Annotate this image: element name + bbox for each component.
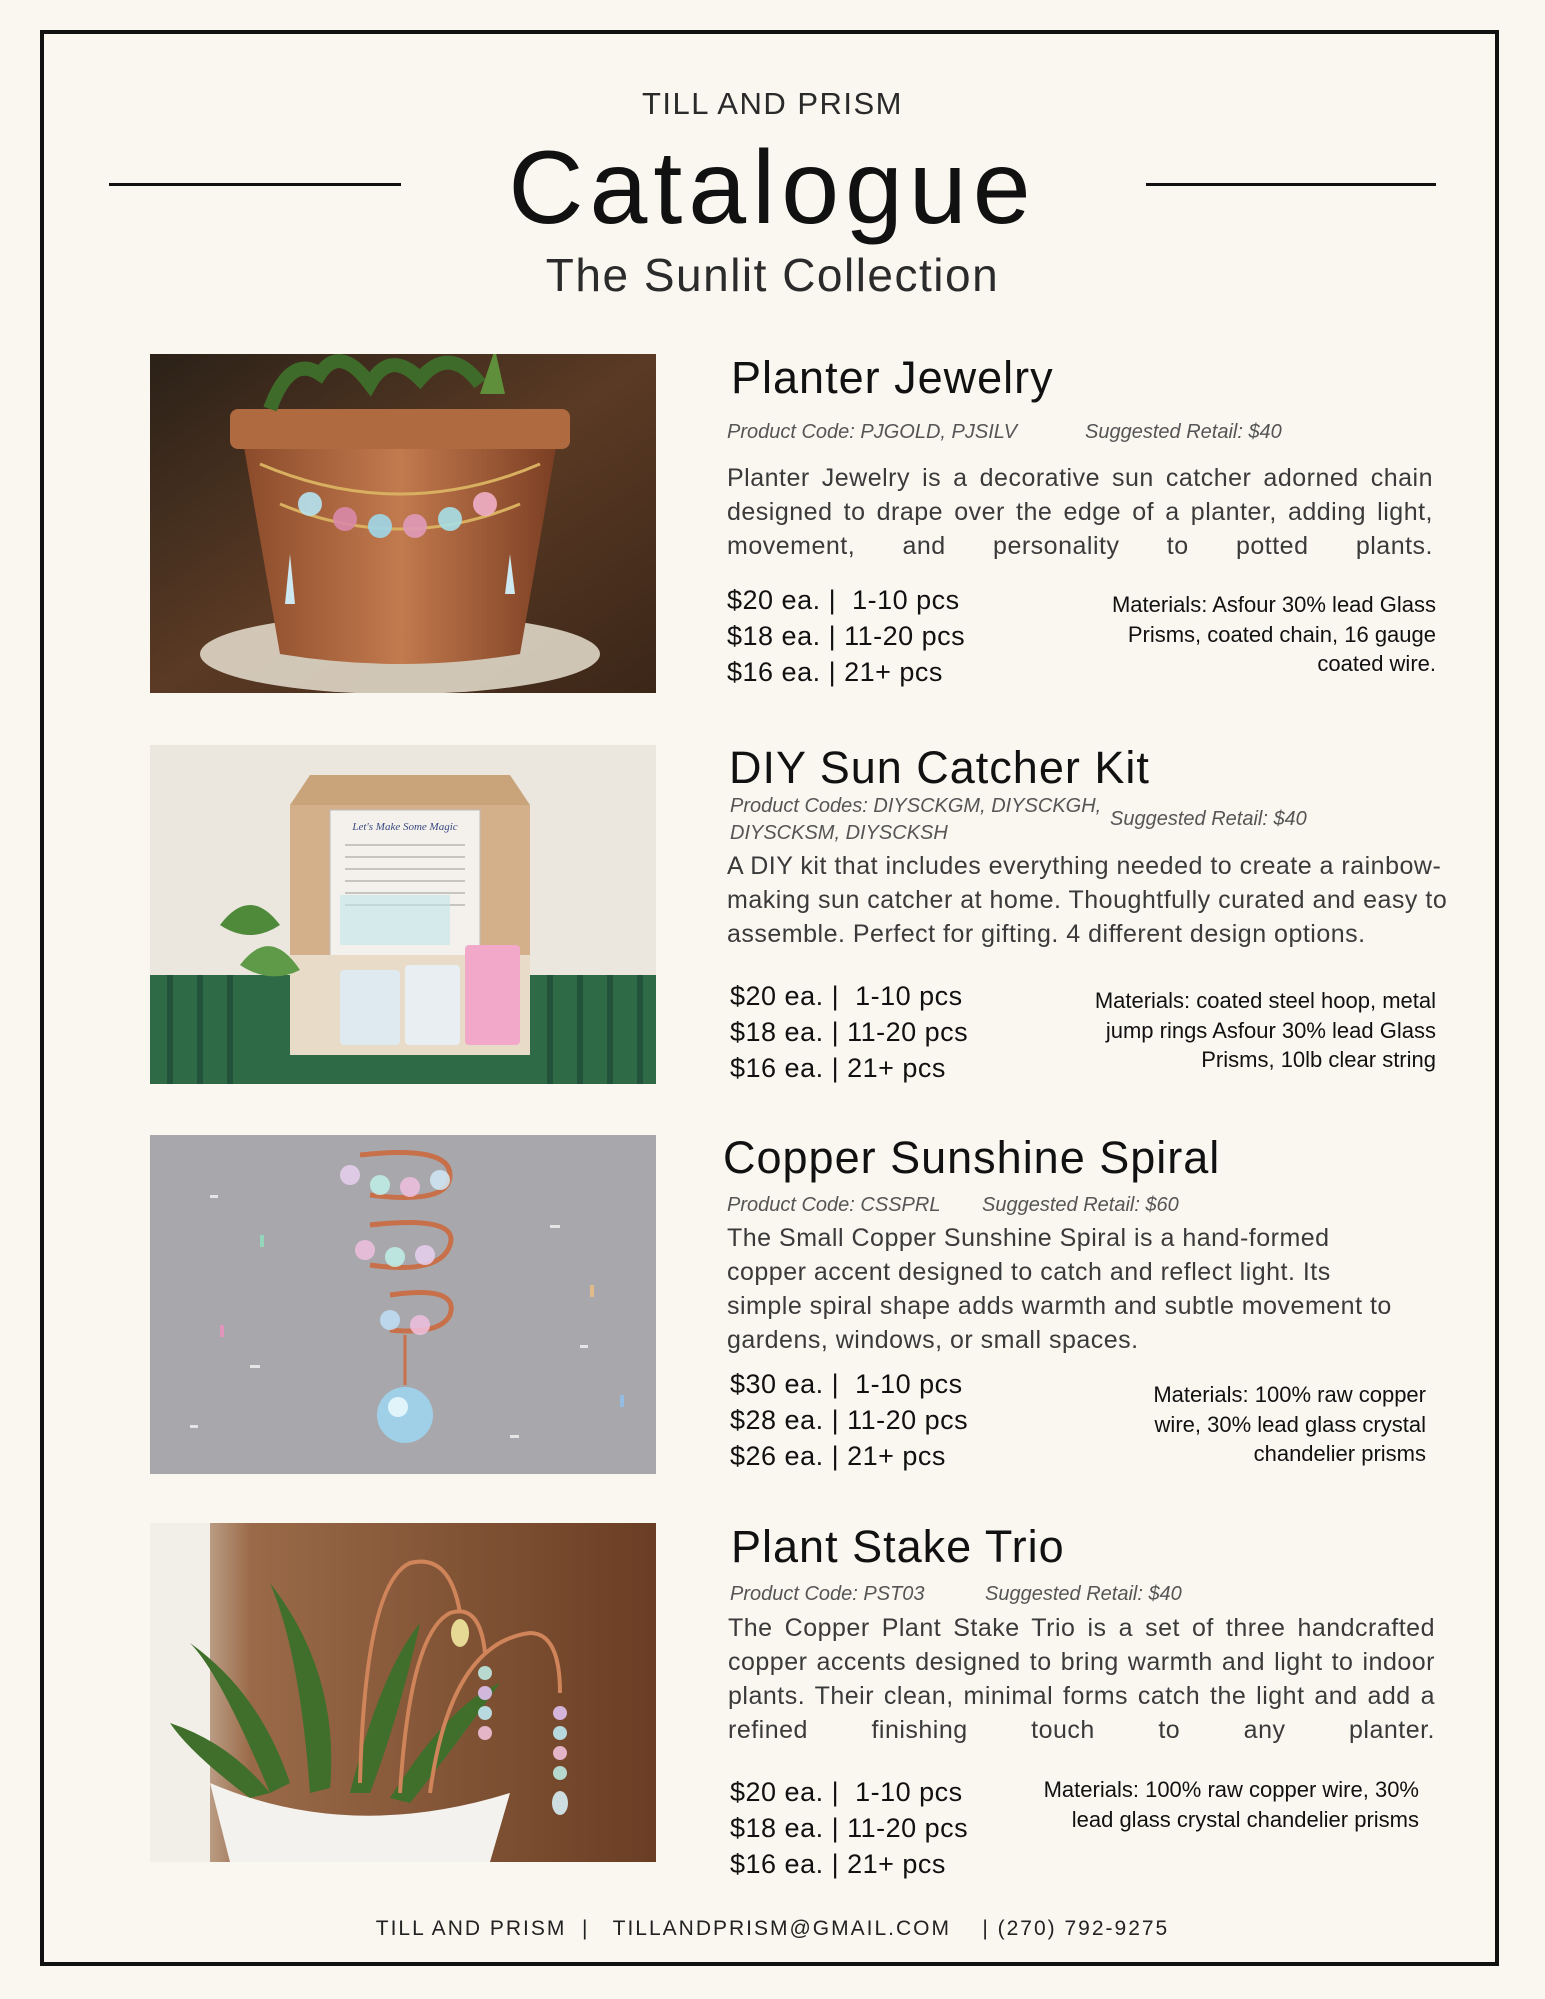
product-name: Copper Sunshine Spiral [723,1132,1221,1183]
footer-brand: TILL AND PRISM [375,1917,567,1940]
product-name: DIY Sun Catcher Kit [729,742,1150,793]
product-description: The Copper Plant Stake Trio is a set of three handcrafted copper accents designed to bring warmth and light to indoor plants. Their clean, minimal forms catch the light and add a refined finishing touch to any planter. [728,1614,1435,1744]
product-description: The Small Copper Sunshine Spiral is a hand-formed copper accent designed to catch and reflect light. Its simple spiral shape adds warmth and subtle movement to gardens, windows, or small spaces. [727,1224,1392,1354]
diy-kit-photo [150,745,656,1084]
materials: Materials: Asfour 30% lead Glass Prisms, coated chain, 16 gauge coated wire. [1111,592,1436,676]
page-title: Catalogue [508,130,1037,246]
price-tier: $18 ea. | 11-20 pcs [727,621,966,651]
kit-card-title: Let's Make Some Magic [352,821,458,833]
suggested-retail: Suggested Retail: $40 [1085,421,1282,443]
title-rule-right [1146,183,1436,186]
materials: Materials: 100% raw copper wire, 30% lead glass crystal chandelier prisms [1043,1777,1419,1832]
collection-subtitle: The Sunlit Collection [545,249,1000,301]
copper-spiral-photo [150,1135,656,1474]
product-code: Product Code: PJGOLD, PJSILV [727,421,1018,443]
product-code: Product Code: CSSPRL [727,1194,941,1216]
price-tier: $20 ea. | 1-10 pcs [730,981,963,1011]
price-tiers [730,1774,968,1882]
suggested-retail: Suggested Retail: $60 [982,1194,1179,1216]
price-tier: $16 ea. | 21+ pcs [727,657,943,687]
price-tier: $20 ea. | 1-10 pcs [730,1777,963,1807]
product-code: Product Codes: DIYSCKGM, DIYSCKGH, DIYSCKSM, DIYSCKSH [730,795,1102,844]
product-description: A DIY kit that includes everything needed to create a rainbow-making sun catcher at home. Thoughtfully curated and easy to assemble. Perfect for gifting. 4 different design options. [727,852,1448,948]
materials: Materials: coated steel hoop, metal jump rings Asfour 30% lead Glass Prisms, 10lb clear string [1094,988,1436,1072]
product-description: Planter Jewelry is a decorative sun catcher adorned chain designed to drape over the edge of a planter, adding light, movement, and personality to potted plants. [727,464,1433,560]
footer: TILL AND PRISM | TILLANDPRISM@GMAIL.COM | (270) 792-9275 [375,1917,1170,1940]
price-tiers [730,1366,968,1474]
price-tiers [730,978,968,1086]
suggested-retail: Suggested Retail: $40 [985,1583,1182,1605]
price-tiers [727,582,965,690]
planter-jewelry-photo [150,354,656,693]
price-tier: $20 ea. | 1-10 pcs [727,585,960,615]
suggested-retail: Suggested Retail: $40 [1110,808,1307,830]
plant-stake-photo [150,1523,656,1862]
price-tier: $26 ea. | 21+ pcs [730,1441,946,1471]
footer-email[interactable]: TILLANDPRISM@GMAIL.COM [612,1917,951,1940]
brand-name: TILL AND PRISM [641,86,904,121]
materials: Materials: 100% raw copper wire, 30% lead glass crystal chandelier prisms [1153,1382,1426,1466]
price-tier: $30 ea. | 1-10 pcs [730,1369,963,1399]
price-tier: $18 ea. | 11-20 pcs [730,1813,969,1843]
price-tier: $16 ea. | 21+ pcs [730,1849,946,1879]
price-tier: $28 ea. | 11-20 pcs [730,1405,969,1435]
product-name: Planter Jewelry [731,352,1054,403]
footer-phone[interactable]: (270) 792-9275 [997,1917,1170,1940]
price-tier: $16 ea. | 21+ pcs [730,1053,946,1083]
product-name: Plant Stake Trio [731,1521,1065,1572]
price-tier: $18 ea. | 11-20 pcs [730,1017,969,1047]
product-code: Product Code: PST03 [730,1583,925,1605]
